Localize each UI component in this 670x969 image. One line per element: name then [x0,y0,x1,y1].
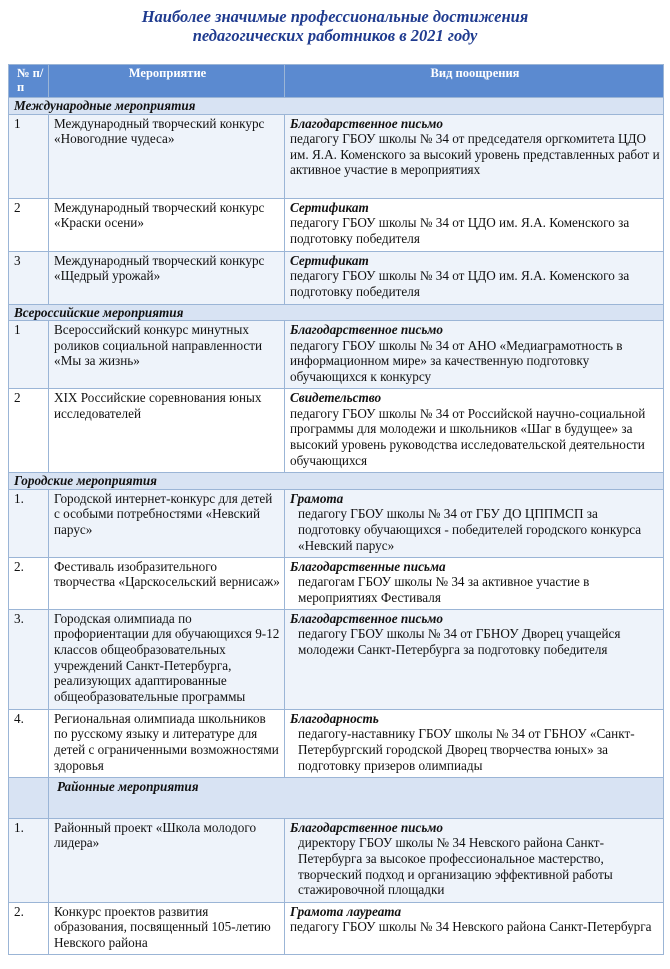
award-description: педагогу ГБОУ школы № 34 от ЦДО им. Я.А. Коменского за подготовку победителя [290,215,630,246]
event-cell: Региональная олимпиада школьников по русскому языку и литературе для детей с ограниченными возможностями здоровья [49,709,285,777]
award-description: педагогу ГБОУ школы № 34 от ЦДО им. Я.А. Коменского за подготовку победителя [290,268,630,299]
event-cell: XIX Российские соревнования юных исследователей [49,389,285,473]
table-header-row [9,65,664,98]
row-number: 2 [9,389,49,473]
award-cell [285,198,664,251]
award-kind: Сертификат [290,199,369,215]
award-kind: Грамота [290,490,344,506]
section-label: Международные мероприятия [9,98,664,115]
table-row [9,198,664,251]
section-spacer [9,777,49,818]
event-cell: Всероссийский конкурс минутных роликов социальной направленности «Мы за жизнь» [49,321,285,389]
award-kind: Благодарственное письмо [290,610,444,626]
row-number: 3. [9,609,49,709]
award-cell [285,818,664,902]
table-row [9,321,664,389]
award-cell [285,709,664,777]
event-cell: Фестиваль изобразительного творчества «Царскосельский вернисаж» [49,557,285,609]
award-cell [285,251,664,304]
award-cell [285,902,664,954]
row-number: 2 [9,198,49,251]
row-number: 1 [9,321,49,389]
award-kind: Благодарность [290,710,379,726]
award-cell [285,557,664,609]
row-number: 1 [9,114,49,198]
award-cell [285,609,664,709]
table-row [9,389,664,473]
award-description: педагогу-наставнику ГБОУ школы № 34 от ГБНОУ «Санкт-Петербургский городской Дворец творчества юных» за подготовку призеров олимпиады [298,726,635,773]
event-cell: Городская олимпиада по профориентации для обучающихся 9-12 классов общеобразовательных учреждений Санкт-Петербурга, реализующих адаптированные общеобразовательные программы [49,609,285,709]
award-cell [285,389,664,473]
award-description: педагогам ГБОУ школы № 34 за активное участие в мероприятиях Фестиваля [298,574,590,605]
row-number: 3 [9,251,49,304]
award-description: педагогу ГБОУ школы № 34 от председателя оргкомитета ЦДО им. Я.А. Коменского за высокий уровень представленных работ и активное участие в мероприятиях [290,131,660,178]
event-cell: Международный творческий конкурс «Краски осени» [49,198,285,251]
header-award: Вид поощрения [285,65,664,98]
event-cell: Районный проект «Школа молодого лидера» [49,818,285,902]
award-cell [285,321,664,389]
table-row [9,818,664,902]
table-row [9,557,664,609]
award-kind: Благодарственное письмо [290,115,444,131]
table-row [9,902,664,954]
section-row-city [9,473,664,490]
award-kind: Благодарственное письмо [290,322,444,338]
row-number: 4. [9,709,49,777]
award-description: педагогу ГБОУ школы № 34 от ГБУ ДО ЦППМСП за подготовку обучающихся - победителей городского конкурса «Невский парус» [298,506,642,553]
event-cell: Международный творческий конкурс «Щедрый урожай» [49,251,285,304]
row-number: 2. [9,902,49,954]
section-label: Городские мероприятия [9,473,664,490]
page-title-line-2: педагогических работников в 2021 году [192,26,478,45]
page-title [0,0,670,57]
table-row [9,709,664,777]
event-cell: Международный творческий конкурс «Новогодние чудеса» [49,114,285,198]
award-description: педагогу ГБОУ школы № 34 от АНО «Медиаграмотность в информационном мире» за качественную подготовку обучающихся к конкурсу [290,337,623,384]
row-number: 2. [9,557,49,609]
header-event: Мероприятие [49,65,285,98]
table-row [9,489,664,557]
section-label: Всероссийские мероприятия [9,304,664,321]
award-cell [285,114,664,198]
section-row-district [9,777,664,818]
award-description: педагогу ГБОУ школы № 34 Невского района Санкт-Петербурга [290,919,652,935]
award-kind: Благодарственные письма [290,558,446,574]
table-row [9,114,664,198]
table-row [9,609,664,709]
award-kind: Грамота лауреата [290,903,402,919]
award-kind: Благодарственное письмо [290,819,444,835]
page-title-line-1: Наиболее значимые профессиональные достижения [141,7,529,26]
row-number: 1. [9,818,49,902]
award-description: директору ГБОУ школы № 34 Невского района Санкт-Петербурга за высокое профессиональное мастерство, творческий подход и организацию эффективной работы стажировочной площадки [298,835,613,898]
achievements-table [8,64,664,955]
table-row [9,251,664,304]
header-num: № п/п [9,65,49,98]
award-description: педагогу ГБОУ школы № 34 от ГБНОУ Дворец учащейся молодежи Санкт-Петербурга за подготовку победителя [298,626,621,657]
event-cell: Городской интернет-конкурс для детей с особыми потребностями «Невский парус» [49,489,285,557]
row-number: 1. [9,489,49,557]
section-label: Районные мероприятия [49,777,664,818]
award-kind: Свидетельство [290,390,382,406]
award-description: педагогу ГБОУ школы № 34 от Российской научно-социальной программы для молодежи и школьников «Шаг в будущее» за высокий уровень руководства исследовательской деятельности обучающихся [290,405,646,468]
award-cell [285,489,664,557]
award-kind: Сертификат [290,252,369,268]
section-row-all-russian [9,304,664,321]
section-row-international [9,98,664,115]
event-cell: Конкурс проектов развития образования, посвященный 105-летию Невского района [49,902,285,954]
